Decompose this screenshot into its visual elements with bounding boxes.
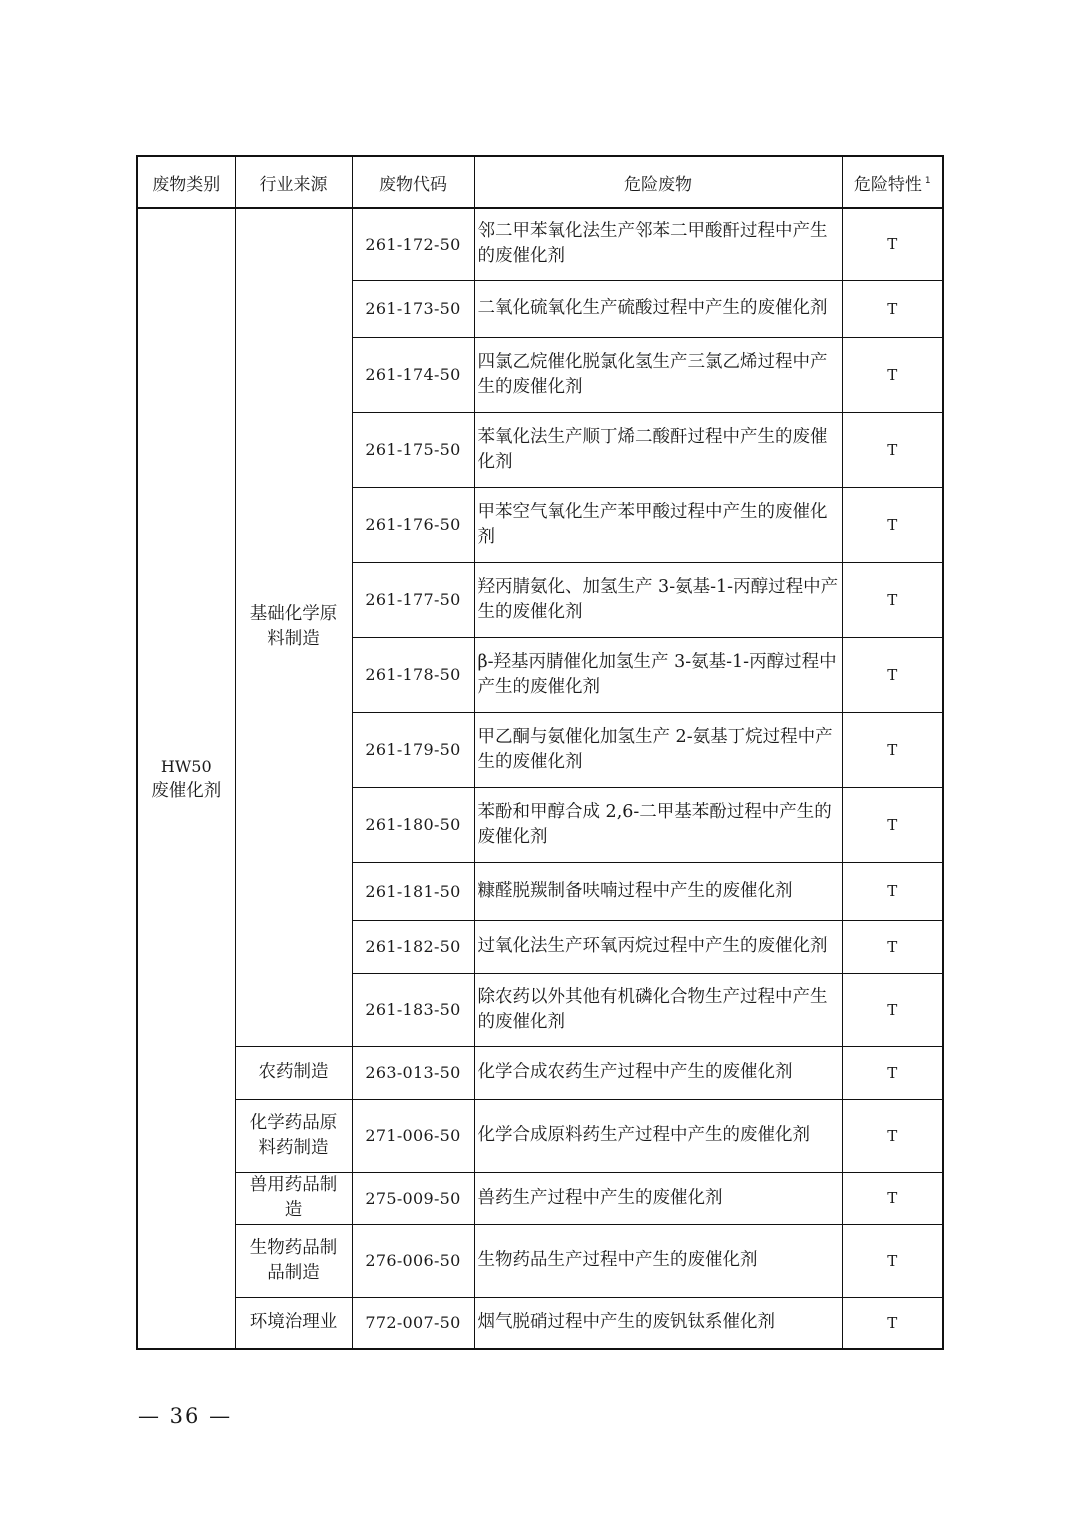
waste-description-cell: 兽药生产过程中产生的废催化剂 xyxy=(474,1172,842,1224)
source-cell: 生物药品制品制造 xyxy=(235,1224,352,1297)
waste-description-cell: 二氧化硫氧化生产硫酸过程中产生的废催化剂 xyxy=(474,280,842,337)
waste-description-cell: 苯氧化法生产顺丁烯二酸酐过程中产生的废催化剂 xyxy=(474,412,842,487)
header-characteristic xyxy=(842,156,943,208)
table-row xyxy=(137,1224,943,1297)
header-characteristic-label: 危险特性 xyxy=(853,174,922,195)
header-category: 废物类别 xyxy=(137,156,235,208)
waste-code-cell: 271-006-50 xyxy=(352,1099,474,1172)
waste-description-cell: 四氯乙烷催化脱氯化氢生产三氯乙烯过程中产生的废催化剂 xyxy=(474,337,842,412)
waste-code-cell: 772-007-50 xyxy=(352,1297,474,1349)
header-code: 废物代码 xyxy=(352,156,474,208)
category-cell xyxy=(137,208,235,1349)
waste-description-cell: 邻二甲苯氧化法生产邻苯二甲酸酐过程中产生的废催化剂 xyxy=(474,208,842,280)
characteristic-cell: T xyxy=(842,973,943,1046)
waste-description-cell: 过氧化法生产环氧丙烷过程中产生的废催化剂 xyxy=(474,920,842,973)
source-cell: 基础化学原料制造 xyxy=(235,208,352,1046)
table-header-row xyxy=(137,156,943,208)
characteristic-cell: T xyxy=(842,1172,943,1224)
characteristic-cell: T xyxy=(842,1224,943,1297)
characteristic-cell: T xyxy=(842,1297,943,1349)
waste-code-cell: 261-175-50 xyxy=(352,412,474,487)
characteristic-cell: T xyxy=(842,562,943,637)
waste-code-cell: 275-009-50 xyxy=(352,1172,474,1224)
waste-code-cell: 261-176-50 xyxy=(352,487,474,562)
characteristic-cell: T xyxy=(842,862,943,920)
table-row xyxy=(137,1172,943,1224)
source-cell: 农药制造 xyxy=(235,1046,352,1099)
waste-description-cell: 甲乙酮与氨催化加氢生产 2-氨基丁烷过程中产生的废催化剂 xyxy=(474,712,842,787)
waste-code-cell: 261-180-50 xyxy=(352,787,474,862)
waste-description-cell: 化学合成农药生产过程中产生的废催化剂 xyxy=(474,1046,842,1099)
header-waste: 危险废物 xyxy=(474,156,842,208)
waste-description-cell: 苯酚和甲醇合成 2,6-二甲基苯酚过程中产生的废催化剂 xyxy=(474,787,842,862)
waste-code-cell: 276-006-50 xyxy=(352,1224,474,1297)
waste-code-cell: 261-178-50 xyxy=(352,637,474,712)
characteristic-cell: T xyxy=(842,1099,943,1172)
waste-code-cell: 261-179-50 xyxy=(352,712,474,787)
waste-description-cell: 烟气脱硝过程中产生的废钒钛系催化剂 xyxy=(474,1297,842,1349)
characteristic-cell: T xyxy=(842,787,943,862)
waste-description-cell: 羟丙腈氨化、加氢生产 3-氨基-1-丙醇过程中产生的废催化剂 xyxy=(474,562,842,637)
waste-code-cell: 261-174-50 xyxy=(352,337,474,412)
waste-description-cell: 甲苯空气氧化生产苯甲酸过程中产生的废催化剂 xyxy=(474,487,842,562)
waste-code-cell: 261-182-50 xyxy=(352,920,474,973)
characteristic-cell: T xyxy=(842,637,943,712)
hazardous-waste-table xyxy=(136,155,944,1350)
characteristic-cell: T xyxy=(842,412,943,487)
characteristic-cell: T xyxy=(842,487,943,562)
characteristic-cell: T xyxy=(842,1046,943,1099)
source-cell: 环境治理业 xyxy=(235,1297,352,1349)
waste-description-cell: β-羟基丙腈催化加氢生产 3-氨基-1-丙醇过程中产生的废催化剂 xyxy=(474,637,842,712)
table-row xyxy=(137,208,943,280)
characteristic-cell: T xyxy=(842,712,943,787)
table-row xyxy=(137,1046,943,1099)
waste-description-cell: 化学合成原料药生产过程中产生的废催化剂 xyxy=(474,1099,842,1172)
source-cell: 兽用药品制造 xyxy=(235,1172,352,1224)
characteristic-cell: T xyxy=(842,337,943,412)
waste-code-cell: 263-013-50 xyxy=(352,1046,474,1099)
characteristic-cell: T xyxy=(842,920,943,973)
waste-description-cell: 生物药品生产过程中产生的废催化剂 xyxy=(474,1224,842,1297)
category-code: HW50 xyxy=(160,756,212,776)
waste-code-cell: 261-172-50 xyxy=(352,208,474,280)
waste-description-cell: 糠醛脱羰制备呋喃过程中产生的废催化剂 xyxy=(474,862,842,920)
category-name: 废催化剂 xyxy=(151,780,222,801)
waste-code-cell: 261-181-50 xyxy=(352,862,474,920)
header-source: 行业来源 xyxy=(235,156,352,208)
waste-code-cell: 261-177-50 xyxy=(352,562,474,637)
table-row xyxy=(137,1099,943,1172)
characteristic-cell: T xyxy=(842,208,943,280)
source-cell: 化学药品原料药制造 xyxy=(235,1099,352,1172)
waste-description-cell: 除农药以外其他有机磷化合物生产过程中产生的废催化剂 xyxy=(474,973,842,1046)
characteristic-cell: T xyxy=(842,280,943,337)
waste-code-cell: 261-183-50 xyxy=(352,973,474,1046)
header-characteristic-footnote: 1 xyxy=(924,175,931,186)
page-number: — 36 — xyxy=(138,1404,233,1428)
waste-code-cell: 261-173-50 xyxy=(352,280,474,337)
table-row xyxy=(137,1297,943,1349)
